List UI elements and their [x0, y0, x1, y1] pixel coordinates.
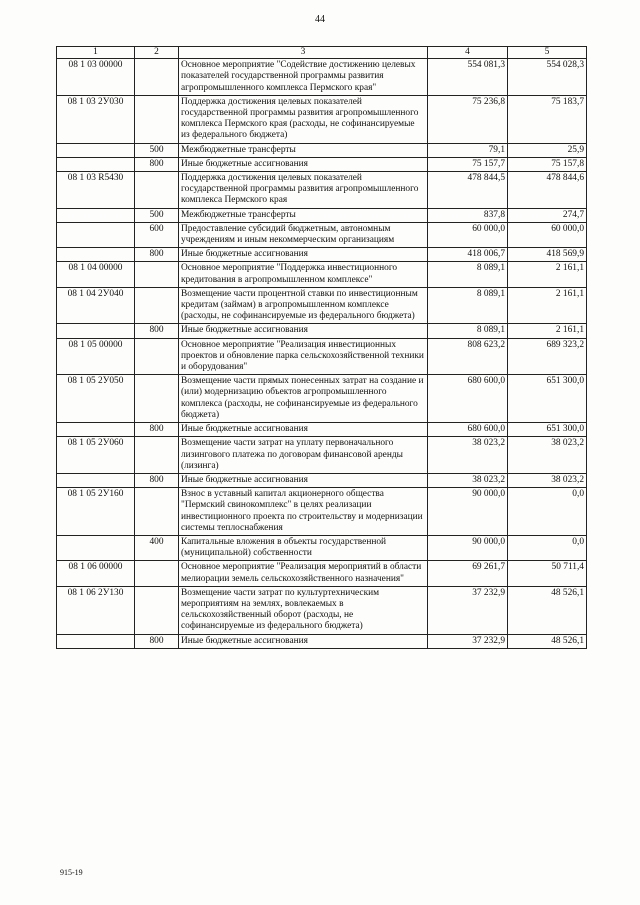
row-value-col4: 8 089,1: [428, 287, 508, 324]
budget-table: [56, 46, 587, 649]
table-row: [57, 561, 587, 586]
row-code: [57, 473, 135, 487]
row-description: Возмещение части затрат по культуртехническим мероприятиям на землях, вовлекаемых в сельскохозяйственный оборот (расходы, не софинансируемые из федерального бюджета): [179, 586, 428, 634]
row-code: [57, 222, 135, 247]
column-header: 2: [135, 47, 179, 59]
row-expense-kind: [135, 59, 179, 96]
row-value-col5: 60 000,0: [508, 222, 587, 247]
row-code: 08 1 03 R5430: [57, 172, 135, 209]
row-value-col4: 680 600,0: [428, 375, 508, 423]
row-code: 08 1 05 2У050: [57, 375, 135, 423]
row-value-col4: 8 089,1: [428, 324, 508, 338]
table-row: [57, 59, 587, 96]
row-description: Иные бюджетные ассигнования: [179, 473, 428, 487]
row-value-col5: 25,9: [508, 143, 587, 157]
row-value-col4: 90 000,0: [428, 488, 508, 536]
row-value-col4: 69 261,7: [428, 561, 508, 586]
row-value-col4: 75 236,8: [428, 95, 508, 143]
row-expense-kind: 800: [135, 423, 179, 437]
row-value-col5: 651 300,0: [508, 423, 587, 437]
column-header: 3: [179, 47, 428, 59]
row-description: Основное мероприятие "Реализация мероприятий в области мелиорации земель сельскохозяйственного назначения": [179, 561, 428, 586]
row-value-col5: 2 161,1: [508, 287, 587, 324]
table-row: [57, 488, 587, 536]
row-expense-kind: 800: [135, 248, 179, 262]
row-expense-kind: [135, 437, 179, 474]
row-code: [57, 634, 135, 648]
row-value-col5: 50 711,4: [508, 561, 587, 586]
row-code: [57, 535, 135, 560]
table-row: [57, 208, 587, 222]
row-expense-kind: [135, 375, 179, 423]
table-row: [57, 437, 587, 474]
row-value-col4: 554 081,3: [428, 59, 508, 96]
row-description: Предоставление субсидий бюджетным, автономным учреждениям и иным некоммерческим организациям: [179, 222, 428, 247]
table-row: [57, 324, 587, 338]
row-code: 08 1 06 2У130: [57, 586, 135, 634]
row-code: 08 1 05 2У060: [57, 437, 135, 474]
row-expense-kind: [135, 586, 179, 634]
row-code: [57, 248, 135, 262]
page-number: 44: [315, 14, 325, 25]
row-code: [57, 423, 135, 437]
table-row: [57, 338, 587, 375]
row-expense-kind: 800: [135, 324, 179, 338]
row-value-col5: 48 526,1: [508, 586, 587, 634]
row-expense-kind: 500: [135, 143, 179, 157]
table-row: [57, 95, 587, 143]
row-code: 08 1 04 00000: [57, 262, 135, 287]
row-description: Возмещение части процентной ставки по инвестиционным кредитам (займам) в агропромышленном комплексе (расходы, не софинансируемые из федерального бюджета): [179, 287, 428, 324]
row-value-col4: 79,1: [428, 143, 508, 157]
row-expense-kind: [135, 95, 179, 143]
row-description: Иные бюджетные ассигнования: [179, 157, 428, 171]
row-value-col4: 808 623,2: [428, 338, 508, 375]
row-value-col4: 837,8: [428, 208, 508, 222]
table-row: [57, 634, 587, 648]
row-description: Возмещение части прямых понесенных затрат на создание и (или) модернизацию объектов агропромышленного комплекса (расходы, не софинансируемые из федерального бюджета): [179, 375, 428, 423]
row-code: 08 1 03 00000: [57, 59, 135, 96]
row-value-col4: 418 006,7: [428, 248, 508, 262]
table-row: [57, 248, 587, 262]
row-value-col5: 75 183,7: [508, 95, 587, 143]
row-value-col4: 75 157,7: [428, 157, 508, 171]
row-code: [57, 324, 135, 338]
row-expense-kind: [135, 262, 179, 287]
table-row: [57, 172, 587, 209]
row-expense-kind: 800: [135, 473, 179, 487]
row-description: Иные бюджетные ассигнования: [179, 248, 428, 262]
row-code: 08 1 03 2У030: [57, 95, 135, 143]
row-description: Иные бюджетные ассигнования: [179, 423, 428, 437]
row-value-col4: 60 000,0: [428, 222, 508, 247]
row-description: Поддержка достижения целевых показателей государственной программы развития агропромышленного комплекса Пермского края (расходы, не софинансируемые из федерального бюджета): [179, 95, 428, 143]
row-code: [57, 208, 135, 222]
row-description: Основное мероприятие "Поддержка инвестиционного кредитования в агропромышленном комплексе": [179, 262, 428, 287]
table-row: [57, 423, 587, 437]
row-value-col5: 0,0: [508, 488, 587, 536]
row-description: Межбюджетные трансферты: [179, 143, 428, 157]
row-value-col4: 680 600,0: [428, 423, 508, 437]
row-value-col5: 651 300,0: [508, 375, 587, 423]
row-value-col5: 274,7: [508, 208, 587, 222]
row-description: Иные бюджетные ассигнования: [179, 324, 428, 338]
row-expense-kind: 800: [135, 157, 179, 171]
document-footer-code: 915-19: [60, 868, 83, 877]
row-value-col4: 38 023,2: [428, 437, 508, 474]
row-expense-kind: 800: [135, 634, 179, 648]
row-code: 08 1 04 2У040: [57, 287, 135, 324]
row-code: [57, 143, 135, 157]
row-description: Возмещение части затрат на уплату первоначального лизингового платежа по договорам финансовой аренды (лизинга): [179, 437, 428, 474]
row-description: Капитальные вложения в объекты государственной (муниципальной) собственности: [179, 535, 428, 560]
table-row: [57, 222, 587, 247]
row-value-col5: 38 023,2: [508, 437, 587, 474]
row-value-col5: 75 157,8: [508, 157, 587, 171]
row-expense-kind: 400: [135, 535, 179, 560]
row-description: Основное мероприятие "Содействие достижению целевых показателей государственной программы развития агропромышленного комплекса Пермского края": [179, 59, 428, 96]
row-value-col5: 48 526,1: [508, 634, 587, 648]
table-row: [57, 473, 587, 487]
column-header: 4: [428, 47, 508, 59]
row-description: Иные бюджетные ассигнования: [179, 634, 428, 648]
row-value-col5: 2 161,1: [508, 324, 587, 338]
row-value-col4: 8 089,1: [428, 262, 508, 287]
table-header-row: [57, 47, 587, 59]
row-description: Взнос в уставный капитал акционерного общества "Пермский свинокомплекс" в целях реализации инвестиционного проекта по строительству и модернизации системы теплоснабжения: [179, 488, 428, 536]
row-expense-kind: [135, 287, 179, 324]
row-value-col4: 37 232,9: [428, 586, 508, 634]
row-value-col5: 554 028,3: [508, 59, 587, 96]
row-value-col4: 37 232,9: [428, 634, 508, 648]
table-row: [57, 157, 587, 171]
row-code: 08 1 05 00000: [57, 338, 135, 375]
row-expense-kind: [135, 338, 179, 375]
row-expense-kind: 500: [135, 208, 179, 222]
row-value-col4: 478 844,5: [428, 172, 508, 209]
row-value-col5: 38 023,2: [508, 473, 587, 487]
row-value-col5: 2 161,1: [508, 262, 587, 287]
row-value-col4: 90 000,0: [428, 535, 508, 560]
column-header: 5: [508, 47, 587, 59]
row-expense-kind: [135, 561, 179, 586]
table-row: [57, 535, 587, 560]
table-row: [57, 375, 587, 423]
row-expense-kind: 600: [135, 222, 179, 247]
row-expense-kind: [135, 172, 179, 209]
row-description: Поддержка достижения целевых показателей государственной программы развития агропромышленного комплекса Пермского края: [179, 172, 428, 209]
table-row: [57, 586, 587, 634]
column-header: 1: [57, 47, 135, 59]
table-row: [57, 287, 587, 324]
row-value-col5: 689 323,2: [508, 338, 587, 375]
row-value-col5: 0,0: [508, 535, 587, 560]
row-code: 08 1 05 2У160: [57, 488, 135, 536]
row-description: Межбюджетные трансферты: [179, 208, 428, 222]
row-description: Основное мероприятие "Реализация инвестиционных проектов и обновление парка сельскохозяйственной техники и оборудования": [179, 338, 428, 375]
row-value-col5: 478 844,6: [508, 172, 587, 209]
row-expense-kind: [135, 488, 179, 536]
table-row: [57, 143, 587, 157]
row-code: [57, 157, 135, 171]
row-code: 08 1 06 00000: [57, 561, 135, 586]
row-value-col5: 418 569,9: [508, 248, 587, 262]
table-row: [57, 262, 587, 287]
row-value-col4: 38 023,2: [428, 473, 508, 487]
